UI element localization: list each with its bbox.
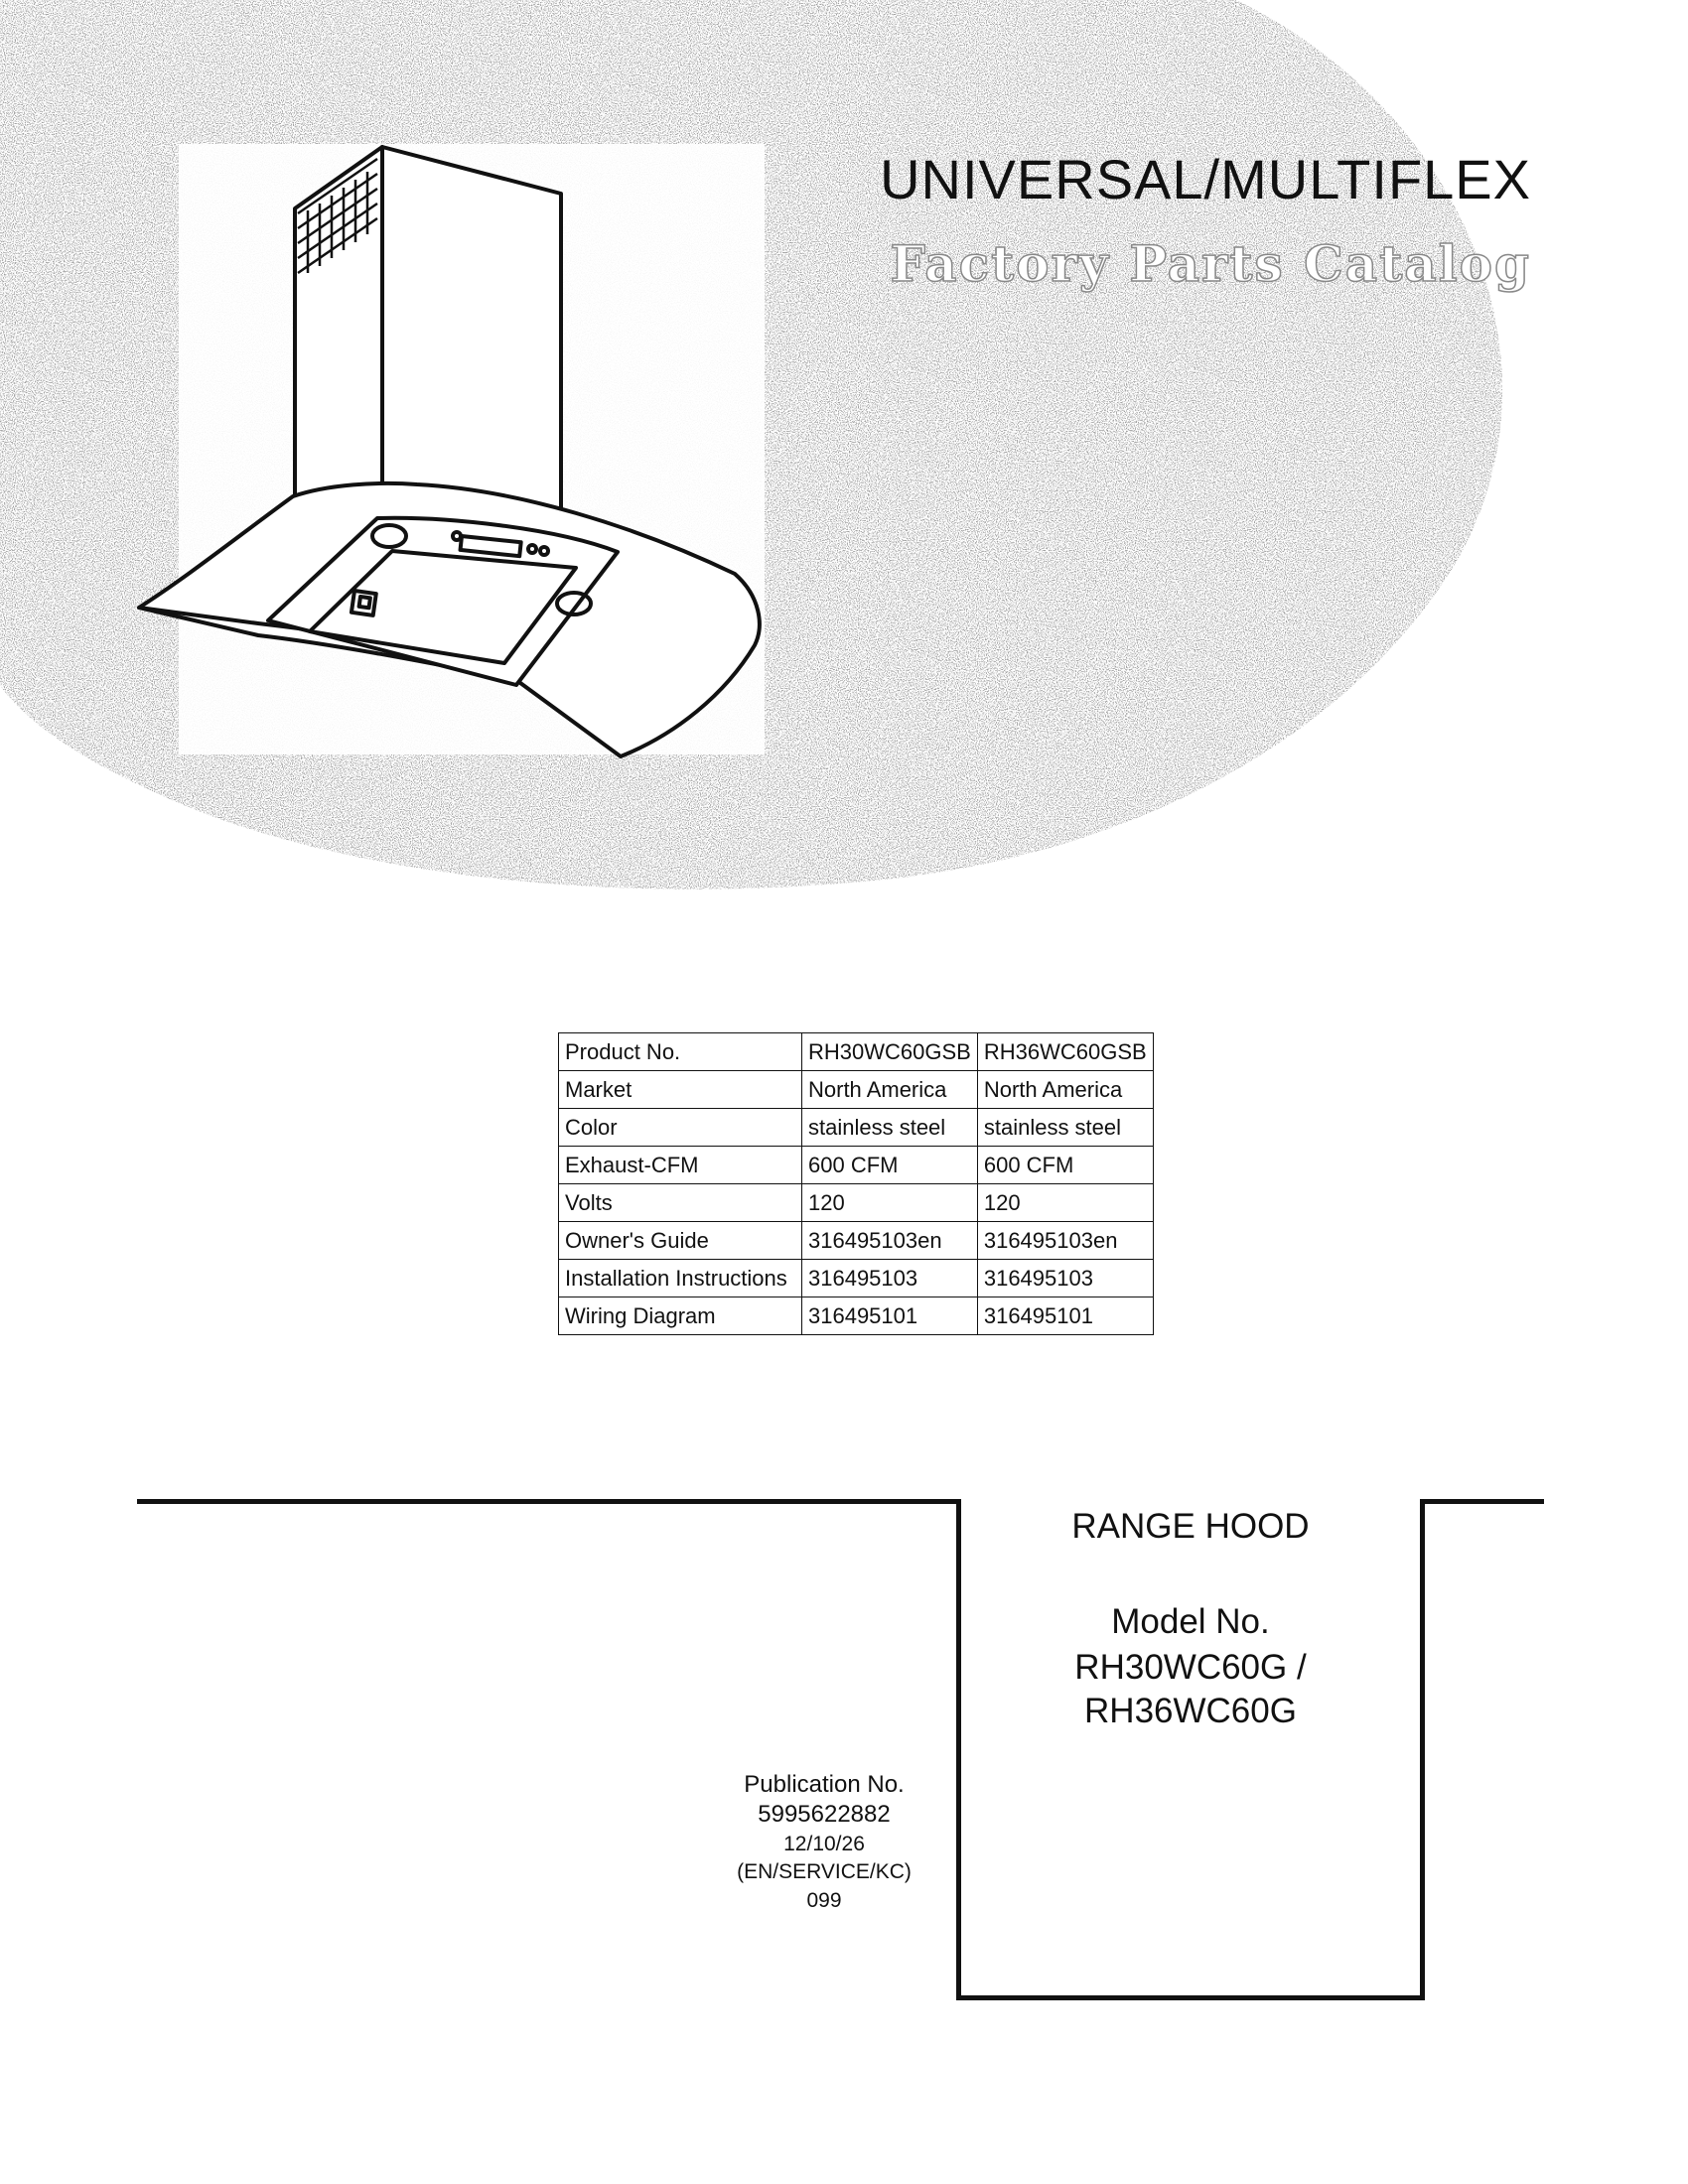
row-label: Wiring Diagram	[559, 1297, 802, 1335]
table-cell: 316495103	[977, 1260, 1153, 1297]
table-cell: 120	[977, 1184, 1153, 1222]
publication-label: Publication No.	[744, 1771, 905, 1798]
table-row	[559, 1033, 1154, 1071]
divider-line-right	[1420, 1499, 1544, 1504]
table-row	[559, 1297, 1154, 1335]
catalog-subtitle: Factory Parts Catalog	[890, 234, 1531, 293]
table-cell: 316495101	[802, 1297, 978, 1335]
table-cell: North America	[802, 1071, 978, 1109]
row-label: Owner's Guide	[559, 1222, 802, 1260]
row-label: Color	[559, 1109, 802, 1147]
table-cell: stainless steel	[802, 1109, 978, 1147]
model-box-bottom-border	[956, 1995, 1425, 2000]
row-label: Product No.	[559, 1033, 802, 1071]
publication-date: 12/10/26	[783, 1833, 865, 1855]
table-row	[559, 1071, 1154, 1109]
publication-number: 5995622882	[758, 1801, 891, 1828]
model-label: Model No.	[1111, 1602, 1270, 1641]
table-cell: North America	[977, 1071, 1153, 1109]
publication-suffix: 099	[806, 1889, 842, 1912]
table-cell: 316495103en	[977, 1222, 1153, 1260]
product-type: RANGE HOOD	[1071, 1507, 1310, 1546]
model-number-2: RH36WC60G	[1084, 1692, 1297, 1730]
model-box-left-border	[956, 1499, 961, 2000]
table-cell: 600 CFM	[977, 1147, 1153, 1184]
brand-title: UNIVERSAL/MULTIFLEX	[880, 148, 1531, 210]
table-cell: RH30WC60GSB	[802, 1033, 978, 1071]
row-label: Market	[559, 1071, 802, 1109]
table-row	[559, 1222, 1154, 1260]
table-cell: 600 CFM	[802, 1147, 978, 1184]
model-box-right-border	[1420, 1499, 1425, 2000]
table-row	[559, 1147, 1154, 1184]
table-cell: 120	[802, 1184, 978, 1222]
table-cell: 316495103	[802, 1260, 978, 1297]
table-row	[559, 1260, 1154, 1297]
publication-code: (EN/SERVICE/KC)	[737, 1860, 912, 1883]
table-cell: RH36WC60GSB	[977, 1033, 1153, 1071]
table-cell: 316495101	[977, 1297, 1153, 1335]
model-number-1: RH30WC60G /	[1074, 1648, 1307, 1687]
row-label: Exhaust-CFM	[559, 1147, 802, 1184]
spec-table	[558, 1032, 1154, 1335]
table-row	[559, 1109, 1154, 1147]
table-row	[559, 1184, 1154, 1222]
row-label: Volts	[559, 1184, 802, 1222]
divider-line-left	[137, 1499, 959, 1504]
row-label: Installation Instructions	[559, 1260, 802, 1297]
table-cell: 316495103en	[802, 1222, 978, 1260]
table-cell: stainless steel	[977, 1109, 1153, 1147]
